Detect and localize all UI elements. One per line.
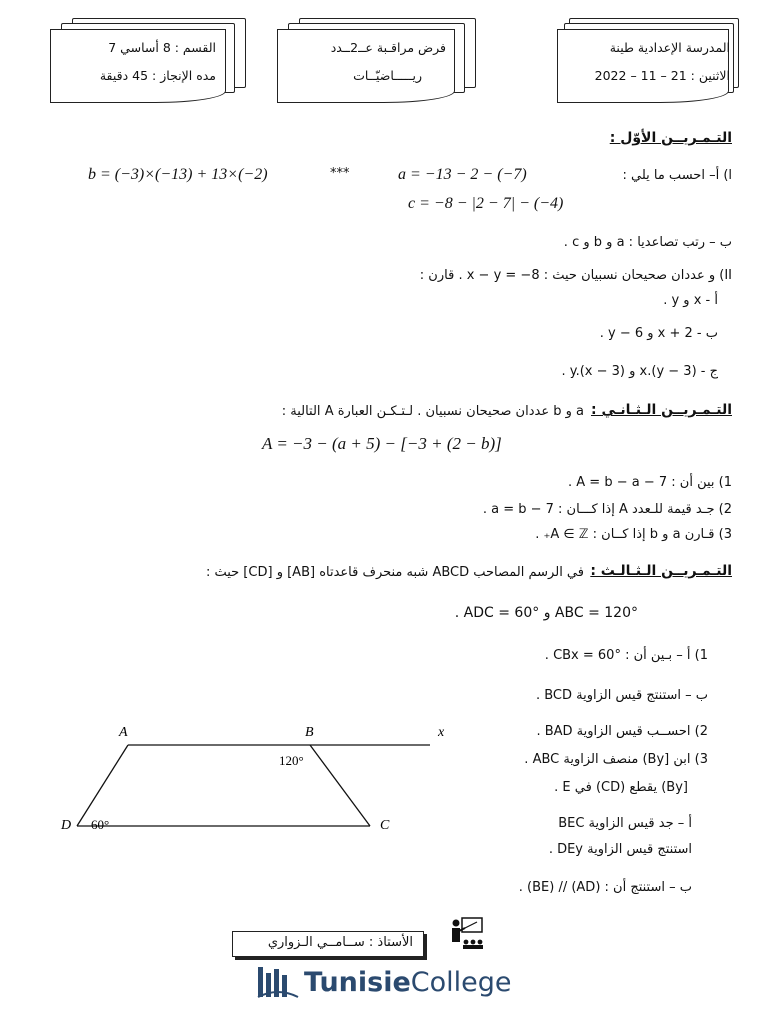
ex2-expression: A = −3 − (a + 5) − [−3 + (2 − b)]	[262, 434, 502, 453]
exam-duration: مده الإنجاز : 45 دقيقة	[99, 68, 216, 83]
teacher-name: الأستاذ : ســامــي الـزواري	[267, 935, 413, 950]
label-b: B	[305, 725, 314, 740]
ex1-stars: ***	[330, 166, 350, 181]
ex2-question-2: 2) جـد قيمة للـعدد A إذا كـــان : a = b − 7 .	[482, 502, 732, 517]
ex1-eq-b: b = (−3)×(−13) + 13×(−2)	[88, 166, 268, 183]
ex3-question-1b: ب – استنتج قيس الزاوية BCD .	[535, 688, 708, 703]
ex1-compare-b: ب - x + 2 و y − 6 .	[599, 326, 718, 341]
ex1-order: ب – رتب تصاعديا : a و b و c .	[563, 235, 732, 250]
class-name: القسم : 8 أساسي 7	[108, 40, 216, 55]
ex3-angles: ABC = 120° و ADC = 60° .	[454, 605, 638, 621]
segment-bc	[310, 745, 370, 826]
ex2-question-3: 3) قـارن a و b إذا كــان : A ∈ ℤ₊ .	[535, 527, 732, 542]
brand-name-light: College	[410, 966, 512, 998]
label-a: A	[119, 725, 128, 740]
label-x: x	[438, 725, 445, 740]
ex1-compare-a: أ - x و y .	[663, 293, 718, 308]
exam-subject: ريـــــاضيّــات	[353, 68, 422, 83]
ex2-intro: a و b عددان صحيحان نسبيان . لـتـكـن العبارة A التالية :	[281, 404, 584, 419]
ex3-question-3: 3) ابن [By) منصف الزاوية ABC .	[524, 752, 708, 767]
ex3-question-3b: ب – استنتج أن : (AD) // (BE) .	[518, 880, 692, 895]
ex1-title: التـمـريــن الأوّل :	[609, 130, 732, 146]
books-icon	[256, 963, 300, 1001]
ex1-part2: II) و عددان صحيحان نسبيان حيث : x − y = −8 . قارن :	[419, 268, 732, 283]
segment-da	[77, 745, 128, 826]
brand-logo	[256, 962, 512, 1002]
exam-date: الاثنين : 21 – 11 – 2022	[594, 68, 730, 83]
exam-title: فرض مراقـبة عــ2ــدد	[330, 40, 446, 55]
school-name: المدرسة الإعدادية طينة	[609, 40, 730, 55]
ex3-title: التـمـريــن الـثـالـث :	[590, 563, 732, 579]
ex2-question-1: 1) بين أن : A = b − a − 7 .	[568, 475, 732, 490]
angle-d-label: 60°	[91, 817, 110, 832]
label-d: D	[61, 818, 72, 833]
header-class-box	[50, 18, 250, 110]
trapezoid-diagram	[55, 718, 465, 843]
ex3-question-3a: أ – جد قيس الزاوية BEC	[558, 816, 692, 831]
ex1-compare-c: ج - x.(y − 3) و y.(x − 3) .	[561, 364, 718, 379]
angle-b-label: 120°	[279, 753, 304, 768]
ex1-eq-a: a = −13 − 2 − (−7)	[398, 166, 527, 183]
teacher-box	[232, 931, 424, 957]
header-exam-box	[277, 18, 482, 110]
ex1-part1-label: ا) أ– احسب ما يلي :	[622, 168, 732, 183]
label-c: C	[380, 818, 390, 833]
ex3-question-3a-2: استنتج قيس الزاوية DEy .	[548, 842, 692, 857]
ex2-title: التـمـريــن الـثـانـي :	[590, 402, 732, 418]
ex3-question-1a: 1) أ – بـين أن : CBx = 60° .	[544, 648, 708, 663]
ex1-eq-c: c = −8 − |2 − 7| − (−4)	[408, 195, 564, 212]
brand-name-bold: Tunisie	[304, 966, 411, 998]
ex3-question-2: 2) احســب قيس الزاوية BAD .	[536, 724, 708, 739]
header-school-box	[557, 18, 742, 110]
ex3-question-3-line2: [By) يقطع (CD) في E .	[554, 780, 688, 795]
teacher-board-icon	[449, 916, 485, 950]
ex3-intro: في الرسم المصاحب ABCD شبه منحرف قاعدتاه [AB] و [CD] حيث :	[205, 565, 584, 580]
